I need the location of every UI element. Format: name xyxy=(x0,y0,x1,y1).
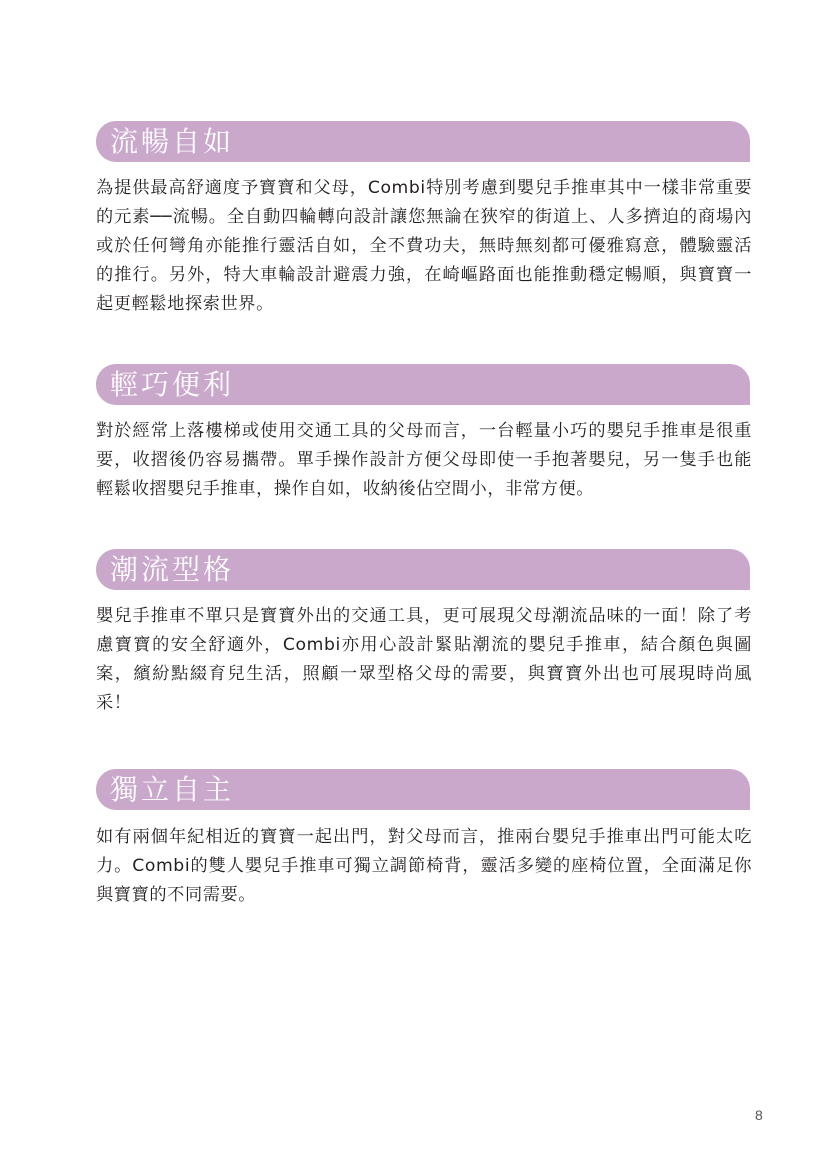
section-body: 對於經常上落樓梯或使用交通工具的父母而言，一台輕量小巧的嬰兒手推車是很重要，收摺後仍容易攜帶。單手操作設計方便父母即使一手抱著嬰兒，另一隻手也能輕鬆收摺嬰兒手推車，操作自如，收納後佔空間小，非常方便。 xyxy=(96,421,752,499)
section-header-independent xyxy=(96,769,750,810)
section-title: 流暢自如 xyxy=(110,124,235,158)
section-title: 潮流型格 xyxy=(110,552,235,586)
section-header-stylish xyxy=(96,549,750,590)
section-header-smooth xyxy=(96,121,750,162)
section-title: 獨立自主 xyxy=(110,772,235,806)
section-header-lightweight xyxy=(96,364,750,405)
section-body: 如有兩個年紀相近的寶寶一起出門，對父母而言，推兩台嬰兒手推車出門可能太吃力。Combi的雙人嬰兒手推車可獨立調節椅背，靈活多變的座椅位置，全面滿足你與寶寶的不同需要。 xyxy=(96,827,752,905)
section-body: 為提供最高舒適度予寶寶和父母，Combi特別考慮到嬰兒手推車其中一樣非常重要的元素──流暢。全自動四輪轉向設計讓您無論在狹窄的街道上、人多擠迫的商場內或於任何彎角亦能推行靈活自如，全不費功夫，無時無刻都可優雅寫意，體驗靈活的推行。另外，特大車輪設計避震力強，在崎嶇路面也能推動穩定暢順，與寶寶一起更輕鬆地探索世界。 xyxy=(96,178,752,314)
section-body: 嬰兒手推車不單只是寶寶外出的交通工具，更可展現父母潮流品味的一面！除了考慮寶寶的安全舒適外，Combi亦用心設計緊貼潮流的嬰兒手推車，結合顏色與圖案，繽紛點綴育兒生活，照顧一眾型格父母的需要，與寶寶外出也可展現時尚風采！ xyxy=(96,606,752,713)
section-title: 輕巧便利 xyxy=(110,367,235,401)
page-number: 8 xyxy=(755,1107,763,1123)
